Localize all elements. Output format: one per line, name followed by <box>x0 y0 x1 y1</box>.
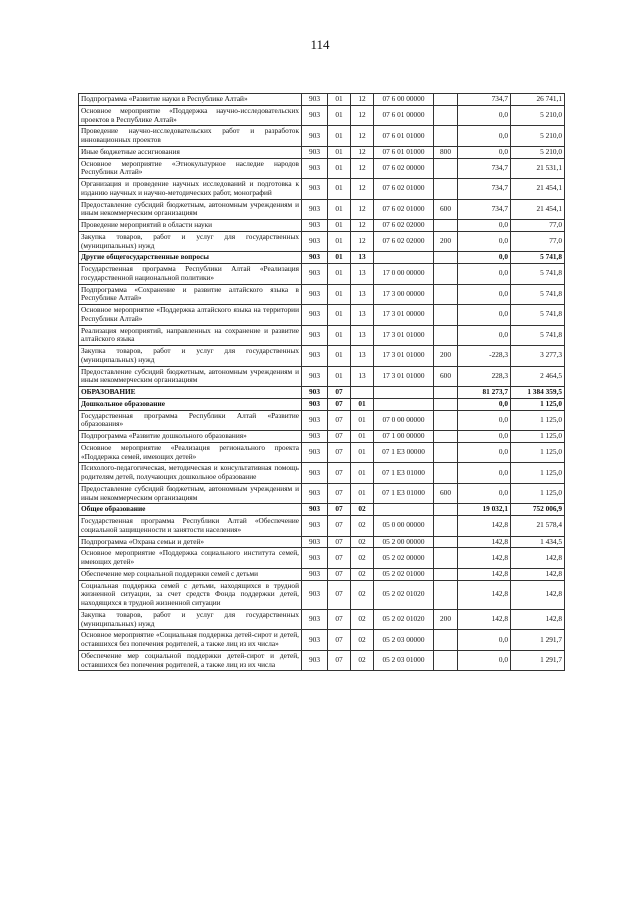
row-change-sum-cell: 0,0 <box>458 305 511 326</box>
row-change-sum-cell: 142,8 <box>458 568 511 580</box>
row-section-cell: 01 <box>328 179 351 200</box>
row-subsection-cell: 02 <box>351 568 374 580</box>
row-change-sum-cell: 0,0 <box>458 105 511 126</box>
row-name-cell: Другие общегосударственные вопросы <box>79 252 302 264</box>
row-target-article-cell: 07 6 01 00000 <box>374 105 434 126</box>
row-subsection-cell: 12 <box>351 126 374 147</box>
row-expense-type-cell <box>434 264 458 285</box>
row-subsection-cell: 12 <box>351 179 374 200</box>
row-total-sum-cell: 21 454,1 <box>511 199 565 220</box>
row-section-cell: 07 <box>328 431 351 443</box>
row-target-article-cell: 05 2 02 01020 <box>374 580 434 609</box>
row-expense-type-cell <box>434 548 458 569</box>
row-target-article-cell: 17 3 01 01000 <box>374 346 434 367</box>
row-target-article-cell: 07 6 02 02000 <box>374 220 434 232</box>
row-grbs-cell: 903 <box>302 366 328 387</box>
row-change-sum-cell: 228,3 <box>458 366 511 387</box>
page-number: 114 <box>310 37 330 52</box>
row-subsection-cell: 12 <box>351 158 374 179</box>
row-total-sum-cell: 5 741,8 <box>511 264 565 285</box>
row-subsection-cell: 01 <box>351 483 374 504</box>
row-total-sum-cell: 1 125,0 <box>511 463 565 484</box>
row-expense-type-cell <box>434 580 458 609</box>
table-row <box>79 504 565 516</box>
row-total-sum-cell: 1 434,5 <box>511 536 565 548</box>
row-change-sum-cell: 0,0 <box>458 483 511 504</box>
budget-table-body <box>79 94 565 671</box>
row-target-article-cell: 17 3 01 01000 <box>374 325 434 346</box>
row-target-article-cell: 05 2 03 00000 <box>374 630 434 651</box>
table-row <box>79 199 565 220</box>
row-change-sum-cell: 0,0 <box>458 126 511 147</box>
row-total-sum-cell: 142,8 <box>511 609 565 630</box>
row-expense-type-cell <box>434 325 458 346</box>
row-target-article-cell: 07 6 02 01000 <box>374 199 434 220</box>
row-target-article-cell: 05 0 00 00000 <box>374 516 434 537</box>
row-target-article-cell: 07 1 E3 01000 <box>374 463 434 484</box>
row-change-sum-cell: 0,0 <box>458 398 511 410</box>
row-grbs-cell: 903 <box>302 609 328 630</box>
row-change-sum-cell: 0,0 <box>458 410 511 431</box>
row-grbs-cell: 903 <box>302 580 328 609</box>
row-total-sum-cell: 5 210,0 <box>511 146 565 158</box>
table-row <box>79 346 565 367</box>
row-grbs-cell: 903 <box>302 126 328 147</box>
row-target-article-cell <box>374 387 434 399</box>
row-subsection-cell: 02 <box>351 630 374 651</box>
row-section-cell: 07 <box>328 463 351 484</box>
row-grbs-cell: 903 <box>302 463 328 484</box>
row-name-cell: Предоставление субсидий бюджетным, автономным учреждениям и иным некоммерческим организациям <box>79 483 302 504</box>
row-subsection-cell: 13 <box>351 325 374 346</box>
row-total-sum-cell: 21 578,4 <box>511 516 565 537</box>
row-target-article-cell: 17 3 01 01000 <box>374 366 434 387</box>
row-grbs-cell: 903 <box>302 398 328 410</box>
row-total-sum-cell: 5 741,8 <box>511 325 565 346</box>
row-change-sum-cell: 142,8 <box>458 536 511 548</box>
row-total-sum-cell: 5 741,8 <box>511 284 565 305</box>
table-row <box>79 366 565 387</box>
row-grbs-cell: 903 <box>302 305 328 326</box>
row-name-cell: Государственная программа Республики Алтай «Реализация государственной национальной политики» <box>79 264 302 285</box>
row-grbs-cell: 903 <box>302 483 328 504</box>
row-section-cell: 01 <box>328 199 351 220</box>
row-total-sum-cell: 1 384 359,5 <box>511 387 565 399</box>
row-change-sum-cell: 0,0 <box>458 650 511 671</box>
table-row <box>79 264 565 285</box>
row-name-cell: Общее образование <box>79 504 302 516</box>
row-target-article-cell: 07 6 02 02000 <box>374 231 434 252</box>
row-total-sum-cell: 1 125,0 <box>511 410 565 431</box>
table-row <box>79 146 565 158</box>
row-section-cell: 07 <box>328 504 351 516</box>
row-target-article-cell <box>374 398 434 410</box>
row-expense-type-cell <box>434 387 458 399</box>
row-grbs-cell: 903 <box>302 199 328 220</box>
row-name-cell: Проведение мероприятий в области науки <box>79 220 302 232</box>
table-row <box>79 609 565 630</box>
row-subsection-cell: 12 <box>351 199 374 220</box>
row-subsection-cell: 02 <box>351 504 374 516</box>
table-row <box>79 568 565 580</box>
row-grbs-cell: 903 <box>302 387 328 399</box>
row-section-cell: 01 <box>328 94 351 106</box>
row-section-cell: 01 <box>328 325 351 346</box>
row-change-sum-cell: 734,7 <box>458 179 511 200</box>
row-change-sum-cell: 0,0 <box>458 442 511 463</box>
row-change-sum-cell: 0,0 <box>458 431 511 443</box>
row-name-cell: Подпрограмма «Сохранение и развитие алтайского языка в Республике Алтай» <box>79 284 302 305</box>
row-target-article-cell: 07 6 01 01000 <box>374 126 434 147</box>
row-grbs-cell: 903 <box>302 548 328 569</box>
table-row <box>79 158 565 179</box>
row-total-sum-cell: 142,8 <box>511 580 565 609</box>
row-change-sum-cell: 0,0 <box>458 220 511 232</box>
table-row <box>79 305 565 326</box>
row-target-article-cell: 07 6 02 01000 <box>374 179 434 200</box>
row-subsection-cell: 13 <box>351 284 374 305</box>
row-change-sum-cell: 0,0 <box>458 231 511 252</box>
table-row <box>79 463 565 484</box>
row-subsection-cell: 02 <box>351 580 374 609</box>
row-change-sum-cell: 734,7 <box>458 94 511 106</box>
row-total-sum-cell: 1 125,0 <box>511 442 565 463</box>
row-expense-type-cell <box>434 179 458 200</box>
row-section-cell: 07 <box>328 580 351 609</box>
row-section-cell: 07 <box>328 483 351 504</box>
row-total-sum-cell: 2 464,5 <box>511 366 565 387</box>
table-row <box>79 94 565 106</box>
row-section-cell: 07 <box>328 650 351 671</box>
row-total-sum-cell: 1 125,0 <box>511 483 565 504</box>
table-row <box>79 284 565 305</box>
row-expense-type-cell: 600 <box>434 483 458 504</box>
row-total-sum-cell: 1 125,0 <box>511 431 565 443</box>
row-subsection-cell: 02 <box>351 536 374 548</box>
row-target-article-cell: 07 1 E3 01000 <box>374 483 434 504</box>
row-total-sum-cell: 5 741,8 <box>511 305 565 326</box>
row-subsection-cell: 02 <box>351 650 374 671</box>
row-total-sum-cell: 1 291,7 <box>511 650 565 671</box>
row-subsection-cell: 01 <box>351 410 374 431</box>
row-expense-type-cell <box>434 516 458 537</box>
row-name-cell: Закупка товаров, работ и услуг для государственных (муниципальных) нужд <box>79 346 302 367</box>
row-name-cell: Государственная программа Республики Алтай «Обеспечение социальной защищенности и занятости населения» <box>79 516 302 537</box>
row-name-cell: Психолого-педагогическая, методическая и консультативная помощь родителям детей, получающих дошкольное образование <box>79 463 302 484</box>
row-subsection-cell: 02 <box>351 548 374 569</box>
row-name-cell: Подпрограмма «Развитие науки в Республике Алтай» <box>79 94 302 106</box>
row-change-sum-cell: 0,0 <box>458 630 511 651</box>
row-target-article-cell: 17 3 01 00000 <box>374 305 434 326</box>
row-name-cell: ОБРАЗОВАНИЕ <box>79 387 302 399</box>
row-change-sum-cell: 0,0 <box>458 325 511 346</box>
row-grbs-cell: 903 <box>302 231 328 252</box>
row-total-sum-cell: 5 210,0 <box>511 105 565 126</box>
row-name-cell: Основное мероприятие «Социальная поддержка детей-сирот и детей, оставшихся без попечения родителей, а также лиц из их числа» <box>79 630 302 651</box>
table-row <box>79 387 565 399</box>
row-name-cell: Организация и проведение научных исследований и подготовка к изданию научных и научно-методических работ, монографий <box>79 179 302 200</box>
row-expense-type-cell <box>434 284 458 305</box>
row-section-cell: 07 <box>328 630 351 651</box>
row-grbs-cell: 903 <box>302 146 328 158</box>
row-section-cell: 01 <box>328 305 351 326</box>
row-total-sum-cell: 1 291,7 <box>511 630 565 651</box>
row-expense-type-cell <box>434 220 458 232</box>
table-row <box>79 410 565 431</box>
table-row <box>79 548 565 569</box>
row-change-sum-cell: 81 273,7 <box>458 387 511 399</box>
row-expense-type-cell: 600 <box>434 199 458 220</box>
row-expense-type-cell <box>434 305 458 326</box>
table-row <box>79 536 565 548</box>
row-total-sum-cell: 142,8 <box>511 548 565 569</box>
row-expense-type-cell <box>434 536 458 548</box>
row-name-cell: Основное мероприятие «Реализация регионального проекта «Поддержка семей, имеющих детей» <box>79 442 302 463</box>
row-section-cell: 01 <box>328 158 351 179</box>
row-change-sum-cell: 142,8 <box>458 580 511 609</box>
row-subsection-cell: 02 <box>351 609 374 630</box>
table-row <box>79 580 565 609</box>
row-name-cell: Подпрограмма «Охрана семьи и детей» <box>79 536 302 548</box>
row-grbs-cell: 903 <box>302 536 328 548</box>
row-name-cell: Предоставление субсидий бюджетным, автономным учреждениям и иным некоммерческим организациям <box>79 199 302 220</box>
row-change-sum-cell: 0,0 <box>458 463 511 484</box>
row-change-sum-cell: 19 032,1 <box>458 504 511 516</box>
row-expense-type-cell: 200 <box>434 346 458 367</box>
row-section-cell: 01 <box>328 284 351 305</box>
row-expense-type-cell <box>434 105 458 126</box>
row-name-cell: Обеспечение мер социальной поддержки семей с детьми <box>79 568 302 580</box>
row-total-sum-cell: 77,0 <box>511 220 565 232</box>
row-grbs-cell: 903 <box>302 410 328 431</box>
row-total-sum-cell: 3 277,3 <box>511 346 565 367</box>
row-grbs-cell: 903 <box>302 346 328 367</box>
row-expense-type-cell <box>434 630 458 651</box>
table-row <box>79 516 565 537</box>
row-name-cell: Реализация мероприятий, направленных на сохранение и развитие алтайского языка <box>79 325 302 346</box>
row-grbs-cell: 903 <box>302 94 328 106</box>
row-grbs-cell: 903 <box>302 179 328 200</box>
row-section-cell: 01 <box>328 231 351 252</box>
row-name-cell: Закупка товаров, работ и услуг для государственных (муниципальных) нужд <box>79 609 302 630</box>
row-expense-type-cell <box>434 504 458 516</box>
row-section-cell: 07 <box>328 568 351 580</box>
row-expense-type-cell <box>434 398 458 410</box>
row-subsection-cell: 12 <box>351 105 374 126</box>
row-grbs-cell: 903 <box>302 630 328 651</box>
row-target-article-cell: 07 6 00 00000 <box>374 94 434 106</box>
row-subsection-cell: 13 <box>351 366 374 387</box>
row-target-article-cell: 05 2 02 01000 <box>374 568 434 580</box>
row-change-sum-cell: 142,8 <box>458 609 511 630</box>
row-expense-type-cell <box>434 252 458 264</box>
row-change-sum-cell: 0,0 <box>458 284 511 305</box>
row-total-sum-cell: 5 210,0 <box>511 126 565 147</box>
row-name-cell: Предоставление субсидий бюджетным, автономным учреждениям и иным некоммерческим организациям <box>79 366 302 387</box>
row-expense-type-cell <box>434 568 458 580</box>
row-target-article-cell: 17 3 00 00000 <box>374 284 434 305</box>
table-row <box>79 483 565 504</box>
row-subsection-cell: 12 <box>351 220 374 232</box>
row-total-sum-cell: 1 125,0 <box>511 398 565 410</box>
row-name-cell: Обеспечение мер социальной поддержки детей-сирот и детей, оставшихся без попечения родителей, а также лиц из их числа <box>79 650 302 671</box>
row-total-sum-cell: 26 741,1 <box>511 94 565 106</box>
row-target-article-cell: 07 0 00 00000 <box>374 410 434 431</box>
row-section-cell: 07 <box>328 398 351 410</box>
row-expense-type-cell <box>434 410 458 431</box>
row-grbs-cell: 903 <box>302 431 328 443</box>
row-grbs-cell: 903 <box>302 325 328 346</box>
row-total-sum-cell: 752 006,9 <box>511 504 565 516</box>
row-grbs-cell: 903 <box>302 158 328 179</box>
table-row <box>79 442 565 463</box>
row-expense-type-cell <box>434 463 458 484</box>
row-section-cell: 07 <box>328 410 351 431</box>
row-section-cell: 07 <box>328 548 351 569</box>
row-subsection-cell: 12 <box>351 146 374 158</box>
table-row <box>79 252 565 264</box>
row-section-cell: 01 <box>328 252 351 264</box>
row-name-cell: Основное мероприятие «Поддержка алтайского языка на территории Республики Алтай» <box>79 305 302 326</box>
row-target-article-cell: 05 2 02 00000 <box>374 548 434 569</box>
row-total-sum-cell: 77,0 <box>511 231 565 252</box>
row-subsection-cell <box>351 387 374 399</box>
row-target-article-cell: 17 0 00 00000 <box>374 264 434 285</box>
row-target-article-cell: 07 1 E3 00000 <box>374 442 434 463</box>
row-change-sum-cell: 0,0 <box>458 264 511 285</box>
row-expense-type-cell <box>434 442 458 463</box>
row-total-sum-cell: 21 454,1 <box>511 179 565 200</box>
row-grbs-cell: 903 <box>302 568 328 580</box>
row-section-cell: 01 <box>328 146 351 158</box>
budget-table <box>78 93 565 671</box>
row-expense-type-cell <box>434 126 458 147</box>
row-target-article-cell: 07 6 01 01000 <box>374 146 434 158</box>
row-section-cell: 01 <box>328 105 351 126</box>
row-subsection-cell: 02 <box>351 516 374 537</box>
table-row <box>79 431 565 443</box>
row-subsection-cell: 01 <box>351 463 374 484</box>
row-subsection-cell: 01 <box>351 398 374 410</box>
row-grbs-cell: 903 <box>302 264 328 285</box>
row-change-sum-cell: 142,8 <box>458 516 511 537</box>
row-name-cell: Подпрограмма «Развитие дошкольного образования» <box>79 431 302 443</box>
row-expense-type-cell <box>434 650 458 671</box>
row-section-cell: 07 <box>328 442 351 463</box>
row-target-article-cell: 07 1 00 00000 <box>374 431 434 443</box>
row-expense-type-cell: 200 <box>434 231 458 252</box>
row-total-sum-cell: 5 741,8 <box>511 252 565 264</box>
row-section-cell: 01 <box>328 264 351 285</box>
row-expense-type-cell: 200 <box>434 609 458 630</box>
row-section-cell: 01 <box>328 220 351 232</box>
row-name-cell: Закупка товаров, работ и услуг для государственных (муниципальных) нужд <box>79 231 302 252</box>
row-name-cell: Социальная поддержка семей с детьми, находящихся в трудной жизненной ситуации, за счет средств Фонда поддержки детей, находящихся в трудной жизненной ситуации <box>79 580 302 609</box>
table-row <box>79 398 565 410</box>
row-section-cell: 01 <box>328 366 351 387</box>
row-subsection-cell: 01 <box>351 442 374 463</box>
table-row <box>79 105 565 126</box>
table-row <box>79 220 565 232</box>
row-section-cell: 07 <box>328 536 351 548</box>
row-subsection-cell: 12 <box>351 94 374 106</box>
row-grbs-cell: 903 <box>302 516 328 537</box>
row-expense-type-cell: 600 <box>434 366 458 387</box>
row-subsection-cell: 13 <box>351 252 374 264</box>
row-expense-type-cell: 800 <box>434 146 458 158</box>
row-grbs-cell: 903 <box>302 220 328 232</box>
row-target-article-cell: 05 2 03 01000 <box>374 650 434 671</box>
row-grbs-cell: 903 <box>302 252 328 264</box>
row-expense-type-cell <box>434 431 458 443</box>
row-subsection-cell: 13 <box>351 346 374 367</box>
row-name-cell: Основное мероприятие «Поддержка социального института семей, имеющих детей» <box>79 548 302 569</box>
row-grbs-cell: 903 <box>302 284 328 305</box>
row-change-sum-cell: 0,0 <box>458 252 511 264</box>
row-subsection-cell: 13 <box>351 305 374 326</box>
row-section-cell: 07 <box>328 609 351 630</box>
row-subsection-cell: 13 <box>351 264 374 285</box>
row-section-cell: 01 <box>328 126 351 147</box>
row-change-sum-cell: 734,7 <box>458 199 511 220</box>
row-target-article-cell: 05 2 02 01020 <box>374 609 434 630</box>
row-grbs-cell: 903 <box>302 105 328 126</box>
table-row <box>79 325 565 346</box>
row-name-cell: Основное мероприятие «Поддержка научно-исследовательских проектов в Республике Алтай» <box>79 105 302 126</box>
row-change-sum-cell: 734,7 <box>458 158 511 179</box>
table-row <box>79 650 565 671</box>
row-subsection-cell: 01 <box>351 431 374 443</box>
row-total-sum-cell: 142,8 <box>511 568 565 580</box>
table-row <box>79 126 565 147</box>
row-change-sum-cell: 0,0 <box>458 146 511 158</box>
row-grbs-cell: 903 <box>302 650 328 671</box>
row-grbs-cell: 903 <box>302 442 328 463</box>
row-grbs-cell: 903 <box>302 504 328 516</box>
row-name-cell: Иные бюджетные ассигнования <box>79 146 302 158</box>
row-section-cell: 07 <box>328 516 351 537</box>
row-subsection-cell: 12 <box>351 231 374 252</box>
table-row <box>79 231 565 252</box>
row-change-sum-cell: 142,8 <box>458 548 511 569</box>
table-row <box>79 630 565 651</box>
row-section-cell: 01 <box>328 346 351 367</box>
row-name-cell: Основное мероприятие «Этнокультурное наследие народов Республики Алтай» <box>79 158 302 179</box>
row-expense-type-cell <box>434 94 458 106</box>
row-section-cell: 07 <box>328 387 351 399</box>
row-name-cell: Государственная программа Республики Алтай «Развитие образования» <box>79 410 302 431</box>
row-target-article-cell: 07 6 02 00000 <box>374 158 434 179</box>
row-name-cell: Проведение научно-исследовательских работ и разработок инновационных проектов <box>79 126 302 147</box>
row-total-sum-cell: 21 531,1 <box>511 158 565 179</box>
row-target-article-cell: 05 2 00 00000 <box>374 536 434 548</box>
row-expense-type-cell <box>434 158 458 179</box>
row-target-article-cell <box>374 252 434 264</box>
table-row <box>79 179 565 200</box>
row-change-sum-cell: -228,3 <box>458 346 511 367</box>
row-target-article-cell <box>374 504 434 516</box>
row-name-cell: Дошкольное образование <box>79 398 302 410</box>
